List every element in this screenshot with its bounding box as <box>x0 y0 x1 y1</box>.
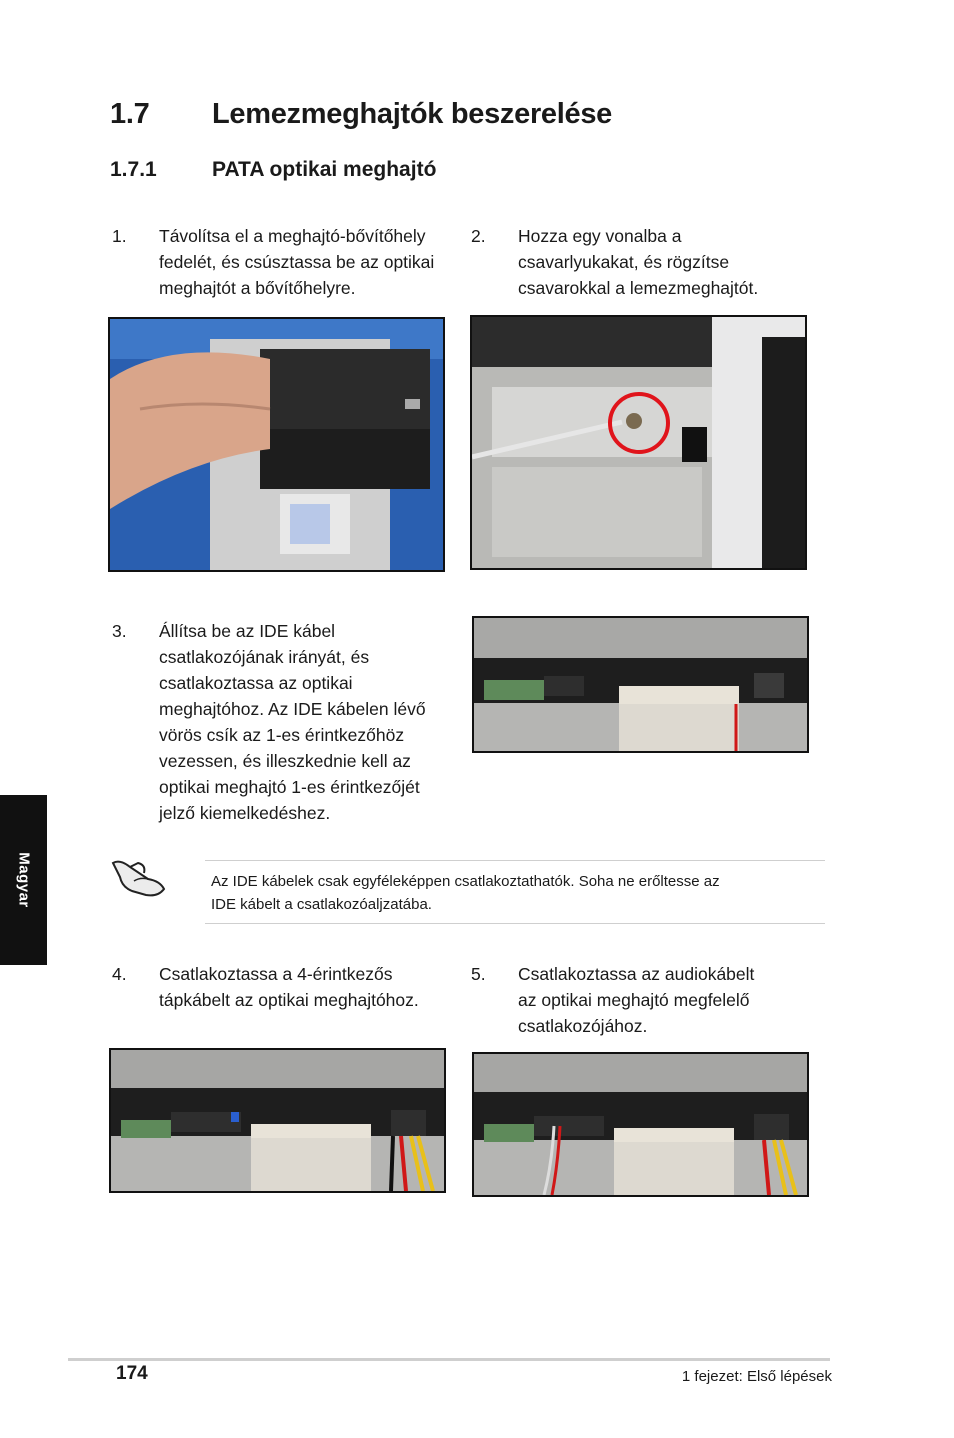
step-line: vezessen, és illeszkednie kell az <box>159 751 411 771</box>
step-line: tápkábelt az optikai meghajtóhoz. <box>159 990 419 1010</box>
step-line: jelző kiemelkedéshez. <box>159 803 331 823</box>
step-text <box>159 223 434 301</box>
subsection-number: 1.7.1 <box>110 158 157 181</box>
page-number: 174 <box>116 1363 148 1384</box>
step-line: Csatlakoztassa az audiokábelt <box>518 964 755 984</box>
step-number: 3. <box>112 621 127 641</box>
step-number: 1. <box>112 226 127 246</box>
section-title: Lemezmeghajtók beszerelése <box>212 98 612 130</box>
step-line: csavarlyukakat, és rögzítse <box>518 252 730 272</box>
step-line: csatlakozójának irányát, és <box>159 647 370 667</box>
footer-rule <box>68 1358 830 1361</box>
step-text <box>159 618 426 826</box>
section-number: 1.7 <box>110 98 150 130</box>
note-text <box>211 870 821 916</box>
note-line: Az IDE kábelek csak egyféleképpen csatlakoztathatók. Soha ne erőltesse az <box>211 873 720 890</box>
step-line: csavarokkal a lemezmeghajtót. <box>518 278 759 298</box>
photo-insert-drive-illustration <box>110 319 443 570</box>
language-label: Magyar <box>15 852 32 908</box>
chapter-label: 1 fejezet: Első lépések <box>681 1368 832 1385</box>
photo-ide-cable-illustration <box>474 618 807 751</box>
language-side-tab <box>0 795 47 965</box>
step-line: csatlakozójához. <box>518 1016 648 1036</box>
photo-insert-drive <box>108 317 445 572</box>
step-line: meghajtóhoz. Az IDE kábelen lévő <box>159 699 426 719</box>
step-number: 5. <box>471 964 486 984</box>
step-line: az optikai meghajtó megfelelő <box>518 990 750 1010</box>
photo-power-cable <box>109 1048 446 1193</box>
step-line: Állítsa be az IDE kábel <box>159 621 336 641</box>
step-line: csatlakoztassa az optikai <box>159 673 353 693</box>
step-2 <box>471 223 811 303</box>
step-text <box>518 961 754 1039</box>
photo-screw-drive-illustration <box>472 317 805 568</box>
step-line: fedelét, és csúsztassa be az optikai <box>159 252 435 272</box>
step-text <box>159 961 419 1013</box>
photo-audio-cable <box>472 1052 809 1197</box>
step-text <box>518 223 758 301</box>
step-number: 2. <box>471 226 486 246</box>
photo-ide-cable <box>472 616 809 753</box>
step-line: optikai meghajtó 1-es érintkezőjét <box>159 777 420 797</box>
hand-pointer-icon <box>108 855 168 900</box>
step-4 <box>112 961 462 1021</box>
section-heading <box>110 98 612 131</box>
subsection-title: PATA optikai meghajtó <box>212 158 437 181</box>
photo-screw-drive <box>470 315 807 570</box>
step-line: Hozza egy vonalba a <box>518 226 682 246</box>
step-number: 4. <box>112 964 127 984</box>
step-line: Távolítsa el a meghajtó-bővítőhely <box>159 226 426 246</box>
subsection-heading <box>110 158 436 182</box>
step-5 <box>471 961 811 1041</box>
photo-audio-cable-illustration <box>474 1054 807 1195</box>
step-line: Csatlakoztassa a 4-érintkezős <box>159 964 393 984</box>
step-1 <box>112 223 467 303</box>
step-line: vörös csík az 1-es érintkezőhöz <box>159 725 405 745</box>
photo-power-cable-illustration <box>111 1050 444 1191</box>
note-line: IDE kábelt a csatlakozóaljzatába. <box>211 896 432 913</box>
step-line: meghajtót a bővítőhelyre. <box>159 278 356 298</box>
step-3 <box>112 618 462 828</box>
